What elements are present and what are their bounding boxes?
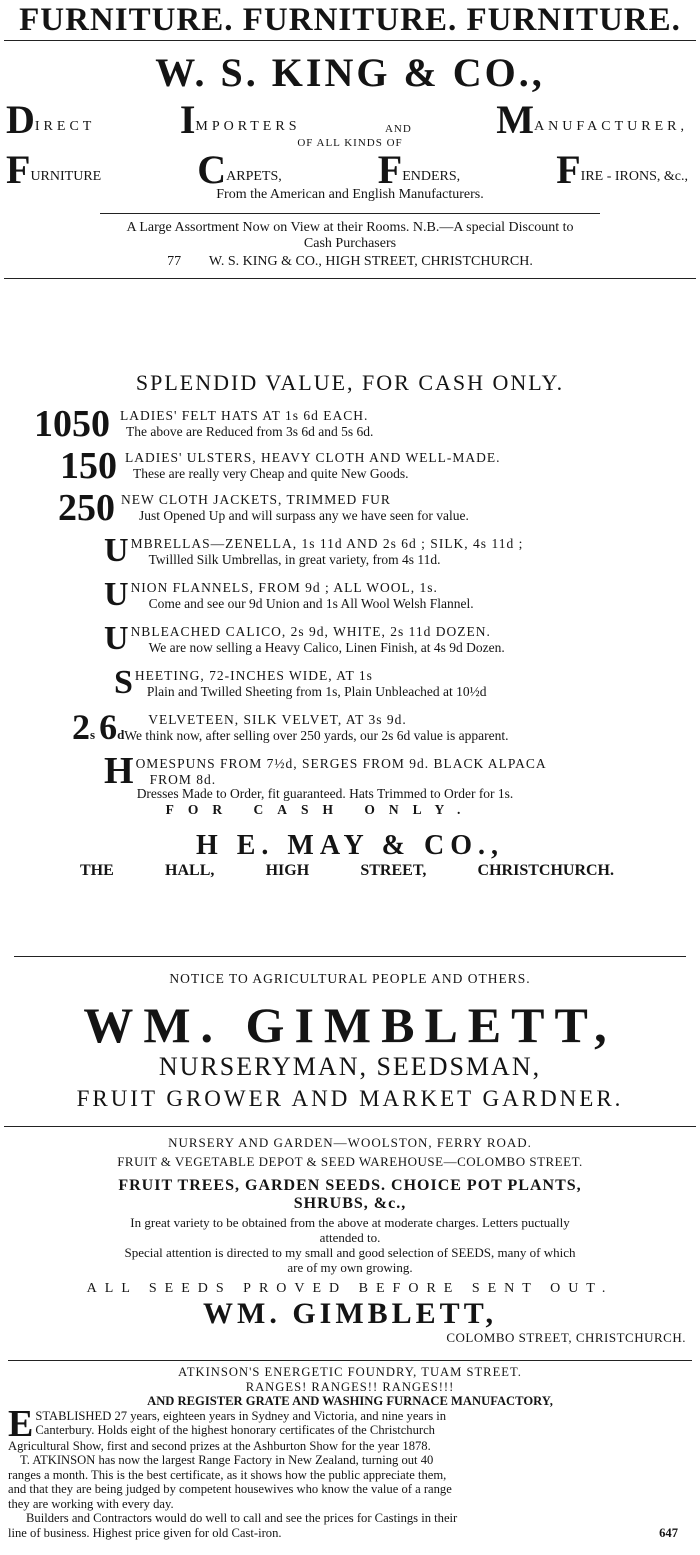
atkinson-text-line: Agricultural Show, first and second prizes at the Ashburton Show for the year 1878. bbox=[8, 1438, 431, 1453]
gimblett-attended: attended to. bbox=[319, 1230, 381, 1245]
atkinson-range-factory bbox=[0, 1453, 700, 1511]
king-manufacturer: MANUFACTURER, bbox=[496, 97, 688, 142]
may-address-word: STREET, bbox=[360, 862, 427, 879]
king-bottom-rule bbox=[4, 278, 696, 279]
atkinson-header: ATKINSON'S ENERGETIC FOUNDRY, TUAM STREET. bbox=[178, 1365, 522, 1379]
gimblett-trade1: NURSERYMAN, SEEDSMAN, bbox=[158, 1052, 542, 1081]
gimblett-trade2: FRUIT GROWER AND MARKET GARDNER. bbox=[76, 1086, 624, 1111]
may-item-desc: The above are Reduced from 3s 6d and 5s 6d. bbox=[126, 424, 374, 439]
may-item-line: LADIES' FELT HATS AT 1s 6d EACH. bbox=[120, 408, 369, 423]
may-item-desc: Come and see our 9d Union and 1s All Wool Welsh Flannel. bbox=[148, 596, 474, 611]
gimblett-signature: WM. GIMBLETT, bbox=[203, 1297, 497, 1330]
may-item-ulsters bbox=[60, 445, 700, 487]
may-item-line: NION FLANNELS, FROM 9d ; ALL WOOL, 1s. bbox=[130, 580, 438, 595]
may-item-desc: Just Opened Up and will surpass any we have seen for value. bbox=[139, 508, 469, 523]
king-ref: 77 bbox=[167, 254, 182, 269]
gimblett-depot: FRUIT & VEGETABLE DEPOT & SEED WAREHOUSE—COLOMBO STREET. bbox=[117, 1154, 583, 1169]
may-item-calico bbox=[104, 620, 700, 657]
may-drop-letter: U bbox=[104, 532, 129, 569]
may-advertisement bbox=[0, 312, 700, 957]
atkinson-text-line: they are working with every day. bbox=[8, 1496, 174, 1511]
may-item-desc: Twillled Silk Umbrellas, in great variety, from 4s 11d. bbox=[148, 552, 441, 567]
may-address bbox=[0, 862, 700, 880]
may-item-umbrellas bbox=[104, 532, 700, 569]
king-address-line bbox=[0, 254, 700, 270]
atkinson-text-line: Builders and Contractors would do well to call and see the prices for Castings in their bbox=[26, 1511, 458, 1525]
may-for-cash: FOR CASH ONLY. bbox=[165, 802, 475, 817]
may-item-line: NBLEACHED CALICO, 2s 9d, WHITE, 2s 11d DOZEN. bbox=[130, 624, 491, 639]
gimblett-rule bbox=[4, 1126, 696, 1127]
may-item-line: HEETING, 72-INCHES WIDE, AT 1s bbox=[134, 668, 373, 683]
king-rule bbox=[100, 213, 600, 214]
king-importers: IMPORTERS bbox=[179, 97, 301, 142]
may-drop-letter: U bbox=[104, 620, 129, 657]
may-item-line: LADIES' ULSTERS, HEAVY CLOTH AND WELL-MADE. bbox=[125, 450, 501, 465]
may-item-num: 1050 bbox=[34, 403, 110, 445]
may-drop-letter: H bbox=[104, 750, 134, 792]
may-item-flannels bbox=[104, 576, 700, 613]
king-furniture: FURNITURE bbox=[6, 147, 102, 192]
may-address-word: HALL, bbox=[165, 862, 215, 879]
may-item-line: OMESPUNS FROM 7½d, SERGES FROM 9d. BLACK ALPACA bbox=[135, 756, 547, 771]
king-headline: FURNITURE. FURNITURE. FURNITURE. bbox=[19, 2, 681, 38]
may-item-velvet bbox=[72, 707, 700, 747]
atkinson-manufactory: AND REGISTER GRATE AND WASHING FURNACE MANUFACTORY, bbox=[147, 1394, 553, 1408]
gimblett-trees: FRUIT TREES, GARDEN SEEDS. CHOICE POT PLANTS, bbox=[118, 1177, 582, 1194]
may-item-desc: Plain and Twilled Sheeting from 1s, Plain Unbleached at 10½d bbox=[146, 684, 487, 699]
may-item-desc: FROM 8d. bbox=[149, 772, 217, 787]
atkinson-text-line: Canterbury. Holds eight of the highest honorary certificates of the Christchurch bbox=[35, 1423, 435, 1437]
king-assortment: A Large Assortment Now on View at their Rooms. N.B.—A special Discount to bbox=[126, 220, 574, 235]
atkinson-established bbox=[0, 1402, 700, 1454]
gimblett-nursery: NURSERY AND GARDEN—WOOLSTON, FERRY ROAD. bbox=[168, 1135, 532, 1150]
gimblett-name: WM. GIMBLETT, bbox=[83, 997, 617, 1053]
may-title: SPLENDID VALUE, FOR CASH ONLY. bbox=[135, 370, 565, 395]
king-company-name: W. S. KING & CO., bbox=[155, 50, 545, 95]
gimblett-shrubs: SHRUBS, &c., bbox=[293, 1195, 407, 1212]
atkinson-text-line: line of business. Highest price given for old Cast-iron. bbox=[8, 1525, 282, 1540]
gimblett-variety: In great variety to be obtained from the above at moderate charges. Letters puctually bbox=[130, 1215, 570, 1230]
may-dresses: Dresses Made to Order, fit guaranteed. Hats Trimmed to Order for 1s. bbox=[136, 786, 514, 801]
gimblett-notice: NOTICE TO AGRICULTURAL PEOPLE AND OTHERS. bbox=[169, 971, 531, 986]
king-fire-irons: FIRE - IRONS, &c., bbox=[556, 147, 688, 192]
atkinson-ranges: RANGES! RANGES!! RANGES!!! bbox=[245, 1379, 455, 1394]
may-company-name: H E. MAY & CO., bbox=[195, 830, 505, 861]
may-item-num: 150 bbox=[60, 445, 117, 487]
may-item-line: MBRELLAS—ZENELLA, 1s 11d AND 2s 6d ; SILK, 4s 11d ; bbox=[130, 536, 524, 551]
may-item-desc: We are now selling a Heavy Calico, Linen Finish, at 4s 9d Dozen. bbox=[148, 640, 505, 655]
atkinson-drop-letter: E bbox=[8, 1402, 34, 1445]
atkinson-text-line: ranges a month. This is the best certificate, as it shows how the public appreciate them, bbox=[8, 1467, 447, 1482]
may-item-sheeting bbox=[114, 664, 700, 701]
atkinson-text-line: T. ATKINSON has now the largest Range Factory in New Zealand, turning out 40 bbox=[20, 1453, 434, 1467]
may-drop-letter: S bbox=[114, 664, 133, 701]
may-address-word: CHRISTCHURCH. bbox=[477, 862, 614, 879]
may-item-num: 250 bbox=[58, 487, 115, 529]
king-and: AND bbox=[384, 123, 412, 135]
king-direct: DIRECT bbox=[6, 97, 96, 142]
gimblett-own: are of my own growing. bbox=[287, 1260, 413, 1275]
may-item-jackets bbox=[58, 487, 700, 529]
gimblett-address: COLOMBO STREET, CHRISTCHURCH. bbox=[446, 1330, 686, 1345]
king-cash: Cash Purchasers bbox=[303, 236, 397, 251]
may-item-homespuns bbox=[104, 750, 700, 792]
atkinson-text-line: and that they are being judged by competent housewives who know the value of a range bbox=[8, 1482, 452, 1496]
gimblett-special: Special attention is directed to my small and good selection of SEEDS, many of which bbox=[124, 1245, 576, 1260]
king-trade-row bbox=[0, 97, 700, 142]
king-of-all-kinds: OF ALL KINDS OF bbox=[297, 137, 403, 149]
king-address: W. S. KING & CO., HIGH STREET, CHRISTCHURCH. bbox=[208, 254, 533, 269]
atkinson-text-line: STABLISHED 27 years, eighteen years in Sydney and Victoria, and nine years in bbox=[35, 1408, 447, 1423]
king-advertisement bbox=[0, 0, 700, 312]
king-fenders: FENDERS, bbox=[377, 147, 461, 192]
may-item-hats bbox=[34, 403, 700, 445]
gimblett-proved: ALL SEEDS PROVED BEFORE SENT OUT. bbox=[86, 1281, 614, 1296]
atkinson-builders bbox=[0, 1511, 700, 1540]
king-carpets: CARPETS, bbox=[197, 147, 282, 192]
king-top-rule bbox=[4, 40, 696, 41]
king-from-line: From the American and English Manufacturers. bbox=[216, 187, 484, 202]
may-address-word: HIGH bbox=[265, 862, 310, 879]
may-velvet-price: 2s 6d bbox=[72, 707, 125, 747]
may-item-line: NEW CLOTH JACKETS, TRIMMED FUR bbox=[121, 492, 391, 507]
may-item-desc: We think now, after selling over 250 yards, our 2s 6d value is apparent. bbox=[124, 728, 509, 743]
may-item-line: VELVETEEN, SILK VELVET, AT 3s 9d. bbox=[148, 712, 407, 727]
may-item-desc: These are really very Cheap and quite New Goods. bbox=[133, 466, 409, 481]
atkinson-ref: 647 bbox=[659, 1525, 678, 1540]
gimblett-advertisement bbox=[0, 957, 700, 1357]
may-drop-letter: U bbox=[104, 576, 129, 613]
atkinson-advertisement bbox=[0, 1357, 700, 1540]
king-goods-row bbox=[0, 147, 700, 192]
may-address-word: THE bbox=[80, 862, 114, 879]
